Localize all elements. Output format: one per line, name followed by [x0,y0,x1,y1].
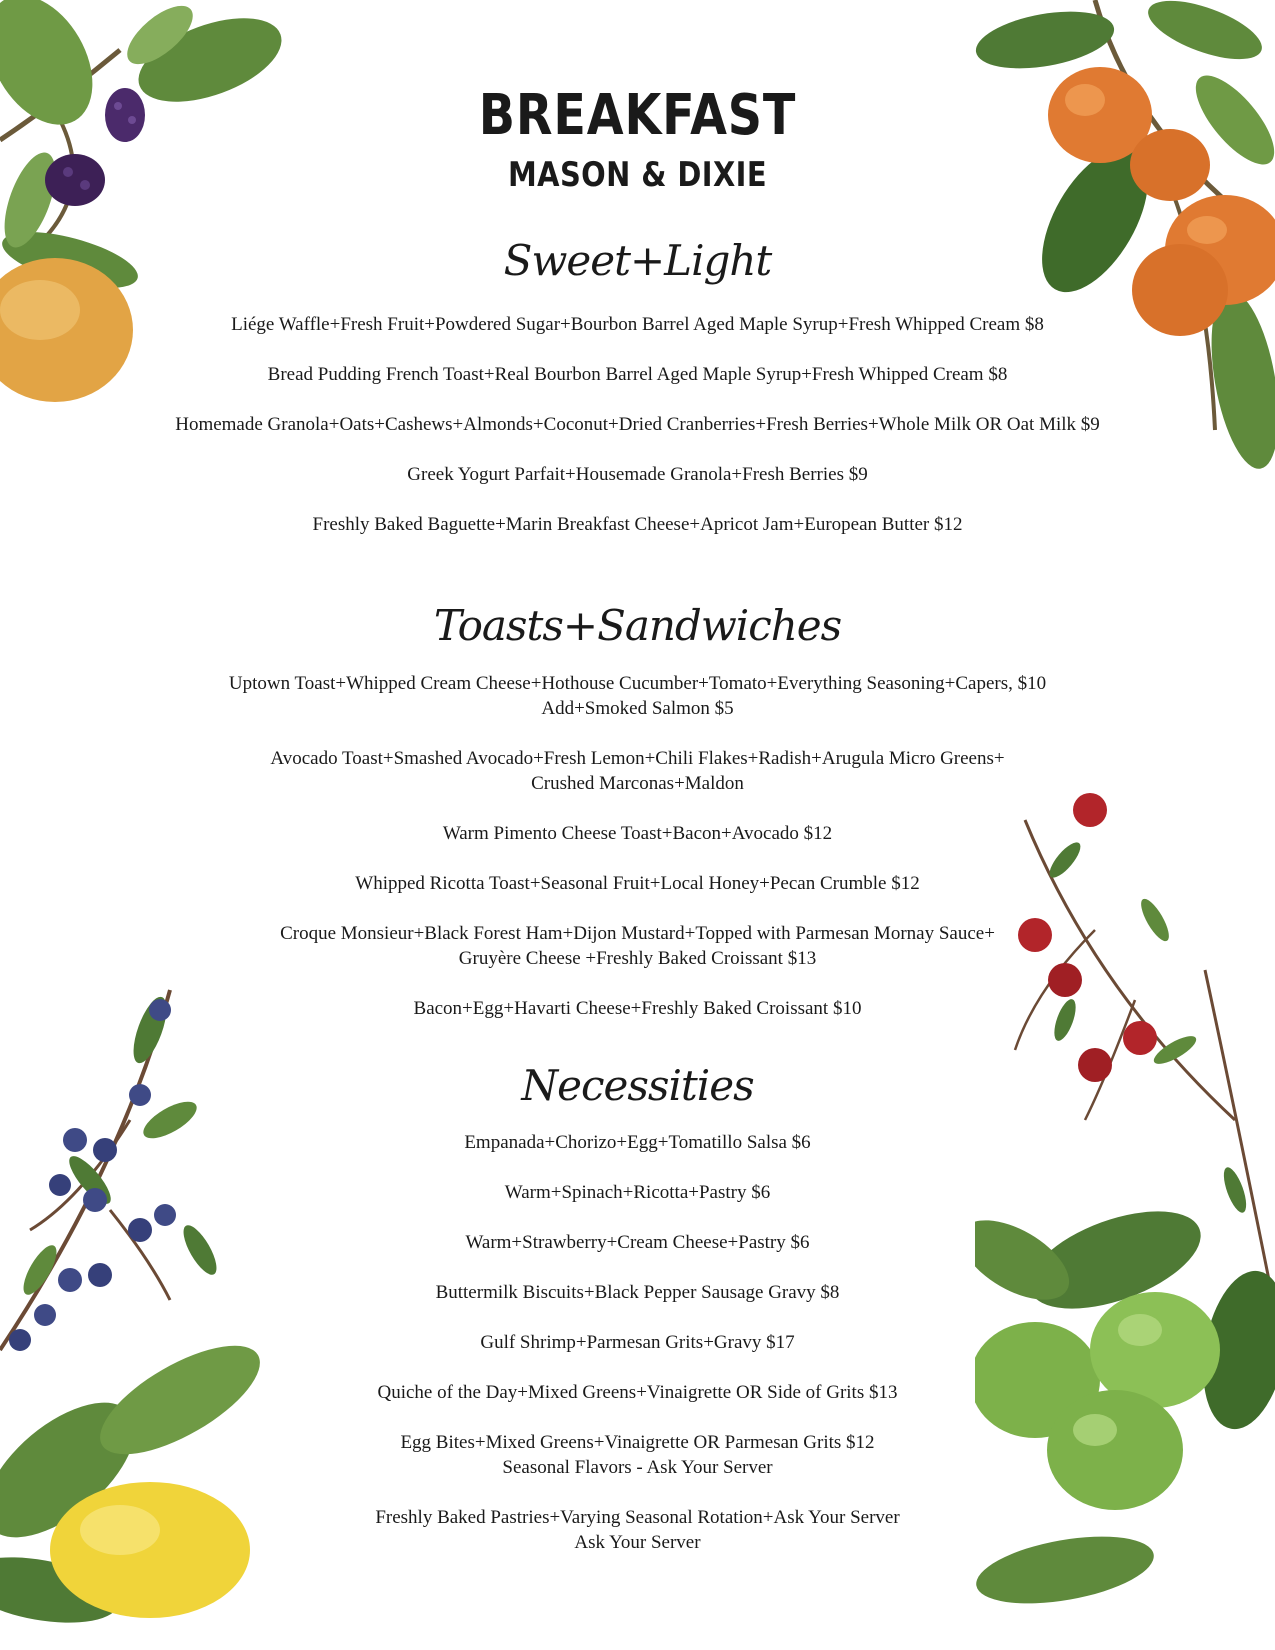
item-text: Bread Pudding French Toast+Real Bourbon Barrel Aged Maple Syrup+Fresh Whipped Cream $8 [267,364,1008,385]
list-item [0,1130,1275,1155]
section-heading-toasts-sandwiches: Toasts+Sandwiches [433,601,842,650]
item-text: Greek Yogurt Parfait+Housemade Granola+Fresh Berries $9 [407,464,868,485]
item-text: Quiche of the Day+Mixed Greens+Vinaigrette OR Side of Grits $13 [377,1382,898,1403]
list-item [0,996,1275,1021]
item-text: Freshly Baked Baguette+Marin Breakfast Cheese+Apricot Jam+European Butter $12 [312,514,963,535]
list-item [0,362,1275,387]
item-text: Avocado Toast+Smashed Avocado+Fresh Lemon+Chili Flakes+Radish+Arugula Micro Greens+ [270,748,1005,769]
item-text: Gulf Shrimp+Parmesan Grits+Gravy $17 [480,1332,795,1353]
list-item [0,1330,1275,1355]
item-text: Croque Monsieur+Black Forest Ham+Dijon Mustard+Topped with Parmesan Mornay Sauce+ [280,923,995,944]
item-text: Whipped Ricotta Toast+Seasonal Fruit+Local Honey+Pecan Crumble $12 [355,873,920,894]
restaurant-name: MASON & DIXIE [507,155,768,195]
list-item [0,312,1275,337]
item-subtext: Add+Smoked Salmon $5 [541,698,734,719]
section-heading-sweet-light: Sweet+Light [503,236,772,285]
sweet-light-list [0,312,1275,537]
item-text: Egg Bites+Mixed Greens+Vinaigrette OR Parmesan Grits $12 [400,1432,875,1453]
list-item [0,412,1275,437]
list-item [0,671,1275,721]
toasts-sandwiches-list [0,671,1275,1021]
list-item [0,921,1275,971]
item-text: Freshly Baked Pastries+Varying Seasonal Rotation+Ask Your Server [375,1507,900,1528]
list-item [0,1380,1275,1405]
item-subtext: Ask Your Server [574,1532,701,1553]
list-item [0,1230,1275,1255]
item-text: Homemade Granola+Oats+Cashews+Almonds+Coconut+Dried Cranberries+Fresh Berries+Whole Milk OR Oat Milk $9 [175,414,1100,435]
item-text: Buttermilk Biscuits+Black Pepper Sausage Gravy $8 [435,1282,840,1303]
list-item [0,462,1275,487]
item-subtext: Gruyère Cheese +Freshly Baked Croissant $13 [458,948,817,969]
list-item [0,1180,1275,1205]
item-subtext: Crushed Marconas+Maldon [531,773,744,794]
item-text: Warm+Spinach+Ricotta+Pastry $6 [504,1182,771,1203]
list-item [0,746,1275,796]
item-text: Empanada+Chorizo+Egg+Tomatillo Salsa $6 [464,1132,811,1153]
list-item [0,1505,1275,1555]
necessities-list [0,1130,1275,1555]
list-item [0,1280,1275,1305]
list-item [0,871,1275,896]
list-item [0,512,1275,537]
list-item [0,1430,1275,1480]
menu-title: BREAKFAST [478,83,797,148]
item-text: Warm+Strawberry+Cream Cheese+Pastry $6 [465,1232,810,1253]
section-heading-necessities: Necessities [521,1061,754,1110]
item-text: Warm Pimento Cheese Toast+Bacon+Avocado $12 [442,823,833,844]
item-subtext: Seasonal Flavors - Ask Your Server [502,1457,773,1478]
list-item [0,821,1275,846]
item-text: Bacon+Egg+Havarti Cheese+Freshly Baked Croissant $10 [413,998,862,1019]
item-text: Liége Waffle+Fresh Fruit+Powdered Sugar+Bourbon Barrel Aged Maple Syrup+Fresh Whipped Cream $8 [231,314,1044,335]
item-text: Uptown Toast+Whipped Cream Cheese+Hothouse Cucumber+Tomato+Everything Seasoning+Capers, $10 [228,673,1047,694]
